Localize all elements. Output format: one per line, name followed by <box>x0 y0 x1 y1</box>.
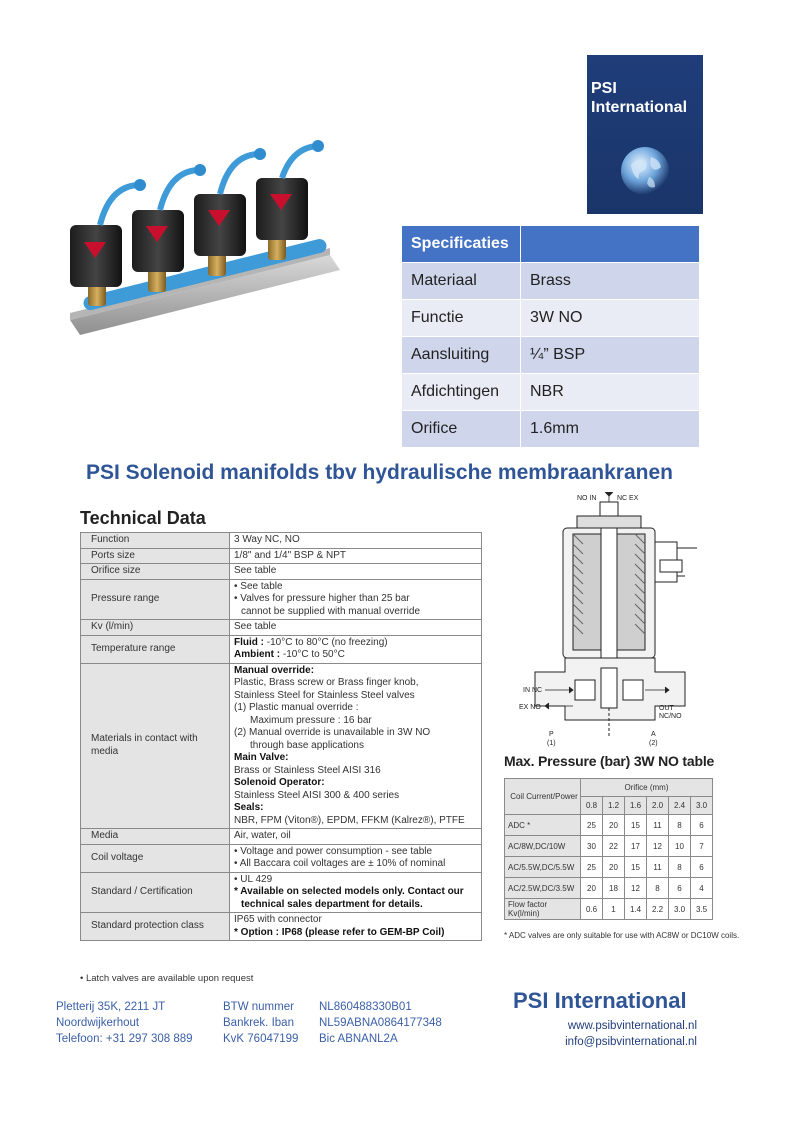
label-p-num: (1) <box>547 740 556 747</box>
technical-data-title: Technical Data <box>80 508 206 528</box>
table-row: AC/2.5W,DC/3.5W 20 18 12 8 6 4 <box>505 878 713 899</box>
footer-labels: BTW nummer Bankrek. Iban KvK 76047199 <box>223 1001 299 1045</box>
spec-label: Orifice <box>402 411 521 448</box>
logo-line-1: PSI <box>591 80 617 97</box>
tech-key: Orifice size <box>81 564 230 580</box>
spec-label: Materiaal <box>402 263 521 300</box>
page-heading: PSI Solenoid manifolds tbv hydraulische membraankranen <box>86 461 673 484</box>
spec-label: Aansluiting <box>402 337 521 374</box>
tech-value: Fluid : -10°C to 80°C (no freezing) Ambient : -10°C to 50°C <box>230 635 482 663</box>
tech-key: Kv (l/min) <box>81 620 230 636</box>
globe-icon <box>605 131 685 211</box>
table-row: ADC * 25 20 15 11 8 6 <box>505 815 713 836</box>
spec-value: ¼” BSP <box>521 337 700 374</box>
spec-value: NBR <box>521 374 700 411</box>
tech-key: Standard protection class <box>81 913 230 941</box>
table-row <box>505 779 713 797</box>
technical-data-table <box>80 532 482 941</box>
tech-value: Manual override: Plastic, Brass screw or Brass finger knob, Stainless Steel for Stainless Steel valves (1) Plastic manual override : Maximum pressure : 16 bar (2) Manual override is unavailable in 3W NO through base applications Main Valve: Brass or Stainless Steel AISI 316 Solenoid Operator: Stainless Steel AISI 300 & 400 series Seals: NBR, FPM (Viton®), EPDM, FFKM (Kalrez®), PTFE <box>230 663 482 829</box>
tech-key: Standard / Certification <box>81 872 230 913</box>
footer-brand: PSI International <box>513 988 687 1013</box>
table-row: Flow factor Kv(l/min) 0.6 1 1.4 2.2 3.0 3.5 <box>505 899 713 920</box>
tech-key: Coil voltage <box>81 844 230 872</box>
table-row <box>81 620 482 636</box>
adc-note: * ADC valves are only suitable for use with AC8W or DC10W coils. <box>504 931 740 940</box>
tech-value: 3 Way NC, NO <box>230 533 482 549</box>
tech-key: Function <box>81 533 230 549</box>
company-logo <box>587 55 703 214</box>
tech-key: Materials in contact with media <box>81 663 230 829</box>
footer-contact <box>520 1018 697 1050</box>
label-nc-ex: NC EX <box>617 495 639 502</box>
spec-label: Functie <box>402 300 521 337</box>
label-no-in: NO IN <box>577 495 597 502</box>
tech-key: Temperature range <box>81 635 230 663</box>
tech-value: • Voltage and power consumption - see table • All Baccara coil voltages are ± 10% of nominal <box>230 844 482 872</box>
spec-header-value <box>521 226 700 263</box>
table-row <box>81 579 482 620</box>
footer-address: Pletterij 35K, 2211 JT Noordwijkerhout Telefoon: +31 297 308 889 <box>56 1001 193 1045</box>
product-photo <box>60 130 400 345</box>
table-row: AC/5.5W,DC/5.5W 25 20 15 11 8 6 <box>505 857 713 878</box>
footer-numbers: NL860488330B01 NL59ABNA0864177348 Bic ABNANL2A <box>319 1001 442 1045</box>
table-row <box>81 829 482 845</box>
website-link[interactable]: www.psibvinternational.nl <box>567 1020 697 1032</box>
table-row <box>81 533 482 549</box>
tech-value: • UL 429 * Available on selected models only. Contact our technical sales department for details. <box>230 872 482 913</box>
specifications-table <box>401 225 700 448</box>
valve-cross-section-diagram <box>505 492 715 752</box>
tech-key: Pressure range <box>81 579 230 620</box>
tech-key: Media <box>81 829 230 845</box>
table-row <box>81 844 482 872</box>
max-pressure-table <box>504 778 713 920</box>
email-link[interactable]: info@psibvinternational.nl <box>565 1036 697 1048</box>
spec-header-label: Specificaties <box>402 226 521 263</box>
label-out: OUT <box>659 705 674 712</box>
table-row <box>81 913 482 941</box>
label-p: P <box>549 731 554 738</box>
latch-note: • Latch valves are available upon request <box>80 973 254 984</box>
table-row <box>81 564 482 580</box>
tech-key: Ports size <box>81 548 230 564</box>
label-ex-no: EX NO <box>519 704 541 711</box>
table-row <box>81 635 482 663</box>
tech-value: IP65 with connector * Option : IP68 (please refer to GEM-BP Coil) <box>230 913 482 941</box>
max-pressure-title: Max. Pressure (bar) 3W NO table <box>504 753 715 769</box>
tech-value: 1/8" and 1/4" BSP & NPT <box>230 548 482 564</box>
coil-header: Coil Current/Power <box>505 779 581 815</box>
spec-label: Afdichtingen <box>402 374 521 411</box>
label-a: A <box>651 731 656 738</box>
logo-line-2: International <box>591 99 688 116</box>
tech-value: • See table • Valves for pressure higher than 25 bar cannot be supplied with manual override <box>230 579 482 620</box>
table-row: AC/8W,DC/10W 30 22 17 12 10 7 <box>505 836 713 857</box>
table-row <box>81 663 482 829</box>
table-row: 0.8 1.2 1.6 2.0 2.4 3.0 <box>505 797 713 815</box>
tech-value: Air, water, oil <box>230 829 482 845</box>
tech-value: See table <box>230 564 482 580</box>
spec-value: Brass <box>521 263 700 300</box>
table-row <box>81 872 482 913</box>
label-nc-no: NC/NO <box>659 713 682 720</box>
orifice-header: Orifice (mm) <box>581 779 713 797</box>
label-a-num: (2) <box>649 740 658 747</box>
table-row <box>81 548 482 564</box>
label-in-nc: IN NC <box>523 687 543 694</box>
spec-value: 3W NO <box>521 300 700 337</box>
spec-value: 1.6mm <box>521 411 700 448</box>
tech-value: See table <box>230 620 482 636</box>
